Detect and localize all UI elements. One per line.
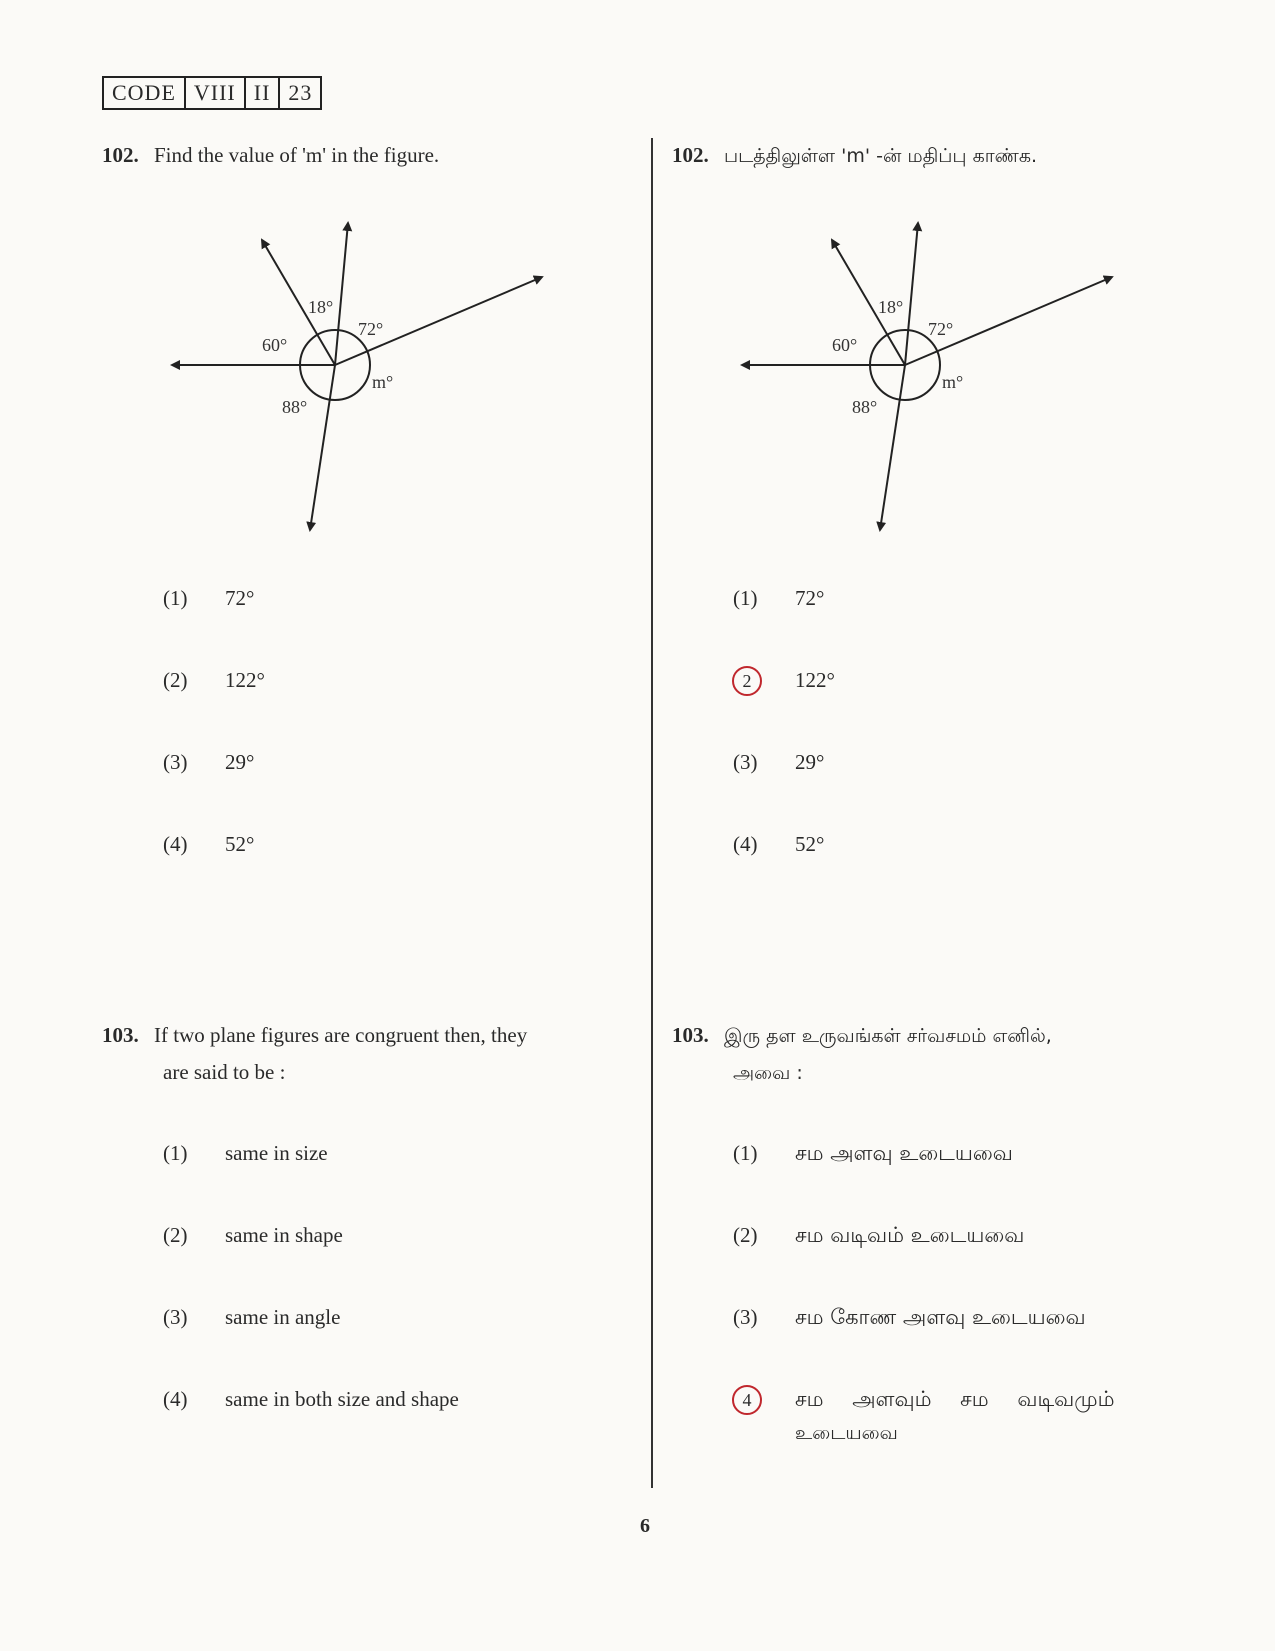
question-text-cont: are said to be : — [163, 1060, 286, 1084]
option-4[interactable] — [733, 827, 824, 861]
circled-option-number: 4 — [732, 1385, 762, 1415]
option-number: (1) — [163, 1141, 188, 1165]
option-number: (1) — [733, 1141, 758, 1165]
option-2-selected[interactable] — [733, 663, 835, 697]
angle-label-18: 18° — [308, 297, 334, 317]
option-4[interactable] — [163, 1382, 459, 1416]
option-2[interactable] — [163, 1218, 343, 1252]
code-cell: VIII — [186, 78, 246, 108]
option-text: சம அளவு உடையவை — [795, 1141, 1013, 1165]
page-number: 6 — [640, 1515, 650, 1537]
code-box — [102, 76, 322, 110]
option-number: (4) — [163, 1387, 188, 1411]
option-number: (2) — [733, 1223, 758, 1247]
option-3[interactable] — [163, 1300, 340, 1334]
option-text: 72° — [225, 586, 255, 610]
question-text: If two plane figures are congruent then, they — [154, 1023, 528, 1047]
option-number: (3) — [163, 750, 188, 774]
option-text: 122° — [225, 668, 265, 692]
angle-label-60: 60° — [262, 335, 288, 355]
question-number: 103. — [672, 1023, 709, 1047]
angle-label-m: m° — [942, 372, 964, 392]
question-number: 102. — [102, 143, 139, 167]
code-cell: 23 — [288, 80, 313, 105]
question-102-ta — [672, 138, 1037, 173]
option-number: (2) — [163, 1223, 188, 1247]
option-3[interactable] — [733, 745, 824, 779]
angle-figure-right — [720, 205, 1140, 550]
code-cell: II — [246, 78, 281, 108]
question-text: இரு தள உருவங்கள் சர்வசமம் எனில், — [724, 1025, 1052, 1047]
angle-label-m: m° — [372, 372, 394, 392]
option-number: (3) — [733, 1305, 758, 1329]
option-text: same in shape — [225, 1223, 343, 1247]
option-number: (3) — [733, 750, 758, 774]
column-divider — [651, 138, 653, 1488]
option-4[interactable] — [163, 827, 254, 861]
option-number: (2) — [163, 668, 188, 692]
option-1[interactable] — [163, 1136, 328, 1170]
question-text: Find the value of 'm' in the figure. — [154, 143, 440, 167]
angle-label-18: 18° — [878, 297, 904, 317]
option-1[interactable] — [733, 1136, 1013, 1170]
option-number: (4) — [163, 832, 188, 856]
question-number: 102. — [672, 143, 709, 167]
option-3[interactable] — [163, 745, 254, 779]
code-cell: CODE — [104, 78, 186, 108]
angle-label-88: 88° — [852, 397, 878, 417]
option-text: சம கோண அளவு உடையவை — [795, 1305, 1086, 1329]
option-text: 29° — [225, 750, 255, 774]
option-text: same in angle — [225, 1305, 341, 1329]
option-text: same in both size and shape — [225, 1387, 459, 1411]
option-number: (1) — [733, 586, 758, 610]
angle-figure-left — [150, 205, 570, 550]
option-text: சம அளவும் சம வடிவமும் — [795, 1387, 1115, 1411]
question-number: 103. — [102, 1023, 139, 1047]
circled-option-number: 2 — [732, 666, 762, 696]
option-text: 52° — [795, 832, 825, 856]
question-103-en — [102, 1018, 527, 1052]
option-text: 72° — [795, 586, 825, 610]
option-text: 29° — [795, 750, 825, 774]
option-text: same in size — [225, 1141, 328, 1165]
angle-label-60: 60° — [832, 335, 858, 355]
question-103-ta — [672, 1018, 1052, 1053]
angle-label-72: 72° — [358, 319, 384, 339]
option-text: 122° — [795, 668, 835, 692]
option-text-cont: உடையவை — [795, 1422, 898, 1444]
angle-label-88: 88° — [282, 397, 308, 417]
option-2[interactable] — [733, 1218, 1024, 1252]
option-1[interactable] — [163, 581, 254, 615]
option-3[interactable] — [733, 1300, 1086, 1334]
question-102-en — [102, 138, 439, 172]
question-text: படத்திலுள்ள 'm' -ன் மதிப்பு காண்க. — [724, 145, 1038, 167]
option-number: (3) — [163, 1305, 188, 1329]
option-2[interactable] — [163, 663, 265, 697]
option-4-selected[interactable] — [733, 1382, 1115, 1416]
option-number: (1) — [163, 586, 188, 610]
option-text: 52° — [225, 832, 255, 856]
option-number: (4) — [733, 832, 758, 856]
option-1[interactable] — [733, 581, 824, 615]
angle-label-72: 72° — [928, 319, 954, 339]
question-text-cont: அவை : — [733, 1062, 803, 1084]
option-text: சம வடிவம் உடையவை — [795, 1223, 1025, 1247]
